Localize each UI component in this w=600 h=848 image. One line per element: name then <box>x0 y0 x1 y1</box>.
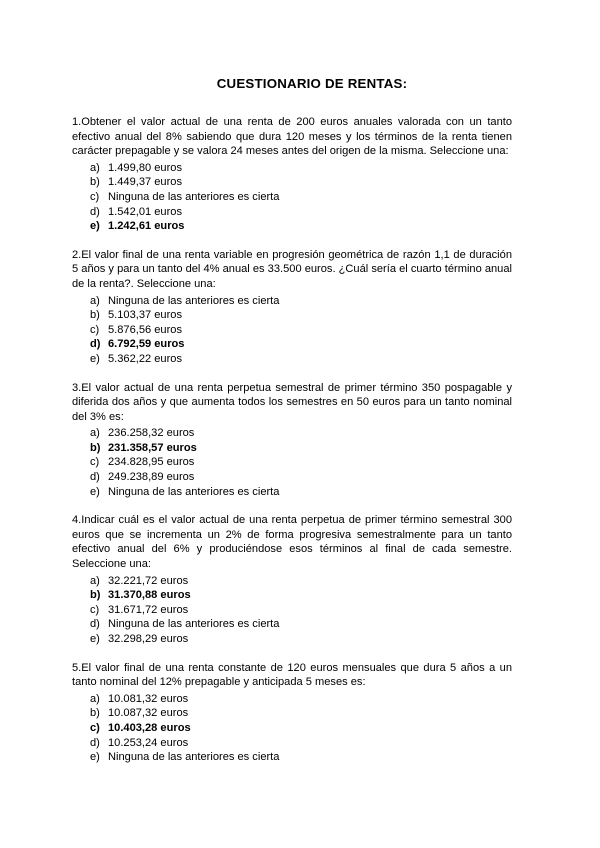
option-text: 31.671,72 euros <box>108 603 189 616</box>
option-letter: c) <box>90 323 100 336</box>
answer-option <box>90 323 512 338</box>
answer-option <box>90 426 512 441</box>
option-letter: c) <box>90 456 100 469</box>
option-text: Ninguna de las anteriores es cierta <box>108 485 280 498</box>
answer-option-correct <box>90 441 512 456</box>
option-text: 1.449,37 euros <box>108 176 183 189</box>
answer-option <box>90 617 512 632</box>
question-text: 2.El valor final de una renta variable en progresión geométrica de razón 1,1 de duración 5 años y para un tanto del 4% anual es 33.500 euros. ¿Cuál sería el cuarto término anual de la renta?. Seleccione una: <box>72 248 512 290</box>
option-letter: e) <box>90 485 100 498</box>
option-text: 5.876,56 euros <box>108 323 183 336</box>
answer-option <box>90 455 512 470</box>
answer-option <box>90 603 512 618</box>
option-text: 234.828,95 euros <box>108 456 195 469</box>
option-text: 236.258,32 euros <box>108 427 195 440</box>
option-text: 5.362,22 euros <box>108 352 183 365</box>
answer-options <box>90 426 512 499</box>
option-letter: e) <box>90 352 100 365</box>
answer-option <box>90 190 512 205</box>
option-letter: a) <box>90 692 100 705</box>
option-text: 1.542,01 euros <box>108 205 183 218</box>
option-letter: b) <box>90 441 101 454</box>
answer-option <box>90 352 512 367</box>
answer-options <box>90 692 512 765</box>
option-letter: a) <box>90 574 100 587</box>
answer-option <box>90 706 512 721</box>
question-text: 4.Indicar cuál es el valor actual de una renta perpetua de primer término semestral 300 euros que se incrementa un 2% de forma progresiva semestralmente para un tanto efectivo anual del 6% y produciéndose esos términos al final de cada semestre. Seleccione una: <box>72 514 512 571</box>
answer-option-correct <box>90 337 512 352</box>
option-text: Ninguna de las anteriores es cierta <box>108 190 280 203</box>
option-letter: c) <box>90 603 100 616</box>
answer-option <box>90 736 512 751</box>
option-letter: c) <box>90 190 100 203</box>
answer-option <box>90 175 512 190</box>
answer-option <box>90 692 512 707</box>
option-letter: d) <box>90 471 100 484</box>
option-text: 10.081,32 euros <box>108 692 189 705</box>
option-text: Ninguna de las anteriores es cierta <box>108 618 280 631</box>
question-3 <box>72 381 512 500</box>
option-text: 1.242,61 euros <box>108 220 185 233</box>
answer-option <box>90 632 512 647</box>
option-letter: d) <box>90 205 100 218</box>
answer-option <box>90 485 512 500</box>
option-text: 231.358,57 euros <box>108 441 197 454</box>
answer-option-correct <box>90 588 512 603</box>
option-text: 249.238,89 euros <box>108 471 195 484</box>
option-letter: d) <box>90 338 101 351</box>
question-5 <box>72 661 512 765</box>
option-letter: b) <box>90 707 100 720</box>
option-text: 32.298,29 euros <box>108 633 189 645</box>
option-text: 10.253,24 euros <box>108 736 189 749</box>
option-letter: d) <box>90 618 100 631</box>
answer-option <box>90 205 512 220</box>
option-text: 10.403,28 euros <box>108 721 191 734</box>
answer-options <box>90 294 512 367</box>
page-title: CUESTIONARIO DE RENTAS: <box>216 76 408 91</box>
option-letter: e) <box>90 220 100 233</box>
question-4 <box>72 513 512 646</box>
option-letter: a) <box>90 161 100 174</box>
option-text: Ninguna de las anteriores es cierta <box>108 294 280 307</box>
answer-option <box>90 294 512 309</box>
answer-options <box>90 574 512 647</box>
answer-option-correct <box>90 219 512 234</box>
option-text: 31.370,88 euros <box>108 589 191 602</box>
option-text: 5.103,37 euros <box>108 309 183 322</box>
option-letter: e) <box>90 751 100 764</box>
option-letter: b) <box>90 176 100 189</box>
question-text: 5.El valor final de una renta constante de 120 euros mensuales que dura 5 años a un tanto nominal del 12% prepagable y anticipada 5 meses es: <box>72 661 512 689</box>
option-letter: b) <box>90 589 101 602</box>
option-text: 10.087,32 euros <box>108 707 189 720</box>
option-text: 6.792,59 euros <box>108 338 185 351</box>
question-2 <box>72 248 512 367</box>
answer-option-correct <box>90 721 512 736</box>
option-letter: e) <box>90 633 100 645</box>
answer-option <box>90 470 512 485</box>
option-text: 32.221,72 euros <box>108 574 189 587</box>
option-letter: d) <box>90 736 100 749</box>
option-text: Ninguna de las anteriores es cierta <box>108 751 280 764</box>
answer-option <box>90 308 512 323</box>
option-text: 1.499,80 euros <box>108 161 183 174</box>
option-letter: a) <box>90 427 100 440</box>
answer-option <box>90 161 512 176</box>
option-letter: c) <box>90 721 100 734</box>
answer-option <box>90 574 512 589</box>
answer-options <box>90 161 512 234</box>
question-1 <box>72 115 512 234</box>
question-text: 1.Obtener el valor actual de una renta de 200 euros anuales valorada con un tanto efectivo anual del 8% sabiendo que dura 120 meses y los términos de la renta tienen carácter prepagable y se valora 24 meses antes del origen de la misma. Seleccione una: <box>72 116 512 158</box>
answer-option <box>90 750 512 765</box>
question-list <box>72 115 512 765</box>
option-letter: a) <box>90 294 100 307</box>
question-text: 3.El valor actual de una renta perpetua semestral de primer término 350 pospagable y diferida dos años y que aumenta todos los semestres en 50 euros para un tanto nominal del 3% es: <box>72 381 512 423</box>
option-letter: b) <box>90 309 100 322</box>
